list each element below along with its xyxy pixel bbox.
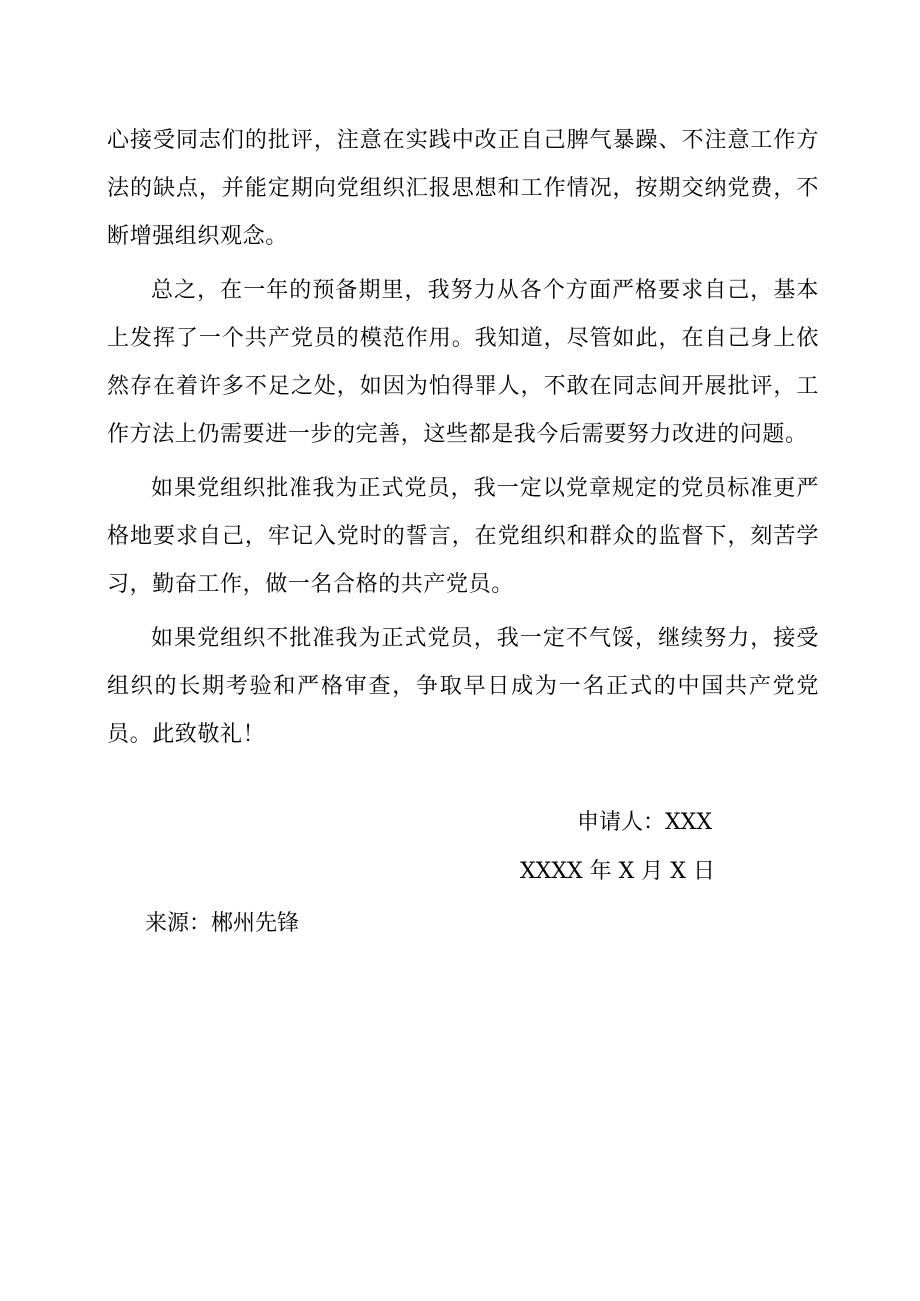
paragraph-4: 如果党组织不批准我为正式党员，我一定不气馁，继续努力，接受组织的长期考验和严格审查，争取早日成为一名正式的中国共产党党员。此致敬礼！	[107, 626, 819, 747]
paragraph-3: 如果党组织批准我为正式党员，我一定以党章规定的党员标准更严格地要求自己，牢记入党时的誓言，在党组织和群众的监督下，刻苦学习，勤奋工作，做一名合格的共产党员。	[107, 476, 819, 597]
applicant-signature: 申请人：XXX	[577, 810, 712, 835]
paragraph-1: 心接受同志们的批评，注意在实践中改正自己脾气暴躁、不注意工作方法的缺点，并能定期向党组织汇报思想和工作情况，按期交纳党费，不断增强组织观念。	[107, 128, 819, 249]
letter-body	[107, 117, 819, 765]
paragraph-2: 总之，在一年的预备期里，我努力从各个方面严格要求自己，基本上发挥了一个共产党员的模范作用。我知道，尽管如此，在自己身上依然存在着许多不足之处，如因为怕得罪人，不敢在同志间开展批评，工作方法上仍需要进一步的完善，这些都是我今后需要努力改进的问题。	[107, 278, 819, 447]
signature-date: XXXX 年 X 月 X 日	[520, 859, 715, 884]
source-line: 来源：郴州先锋	[145, 911, 300, 936]
